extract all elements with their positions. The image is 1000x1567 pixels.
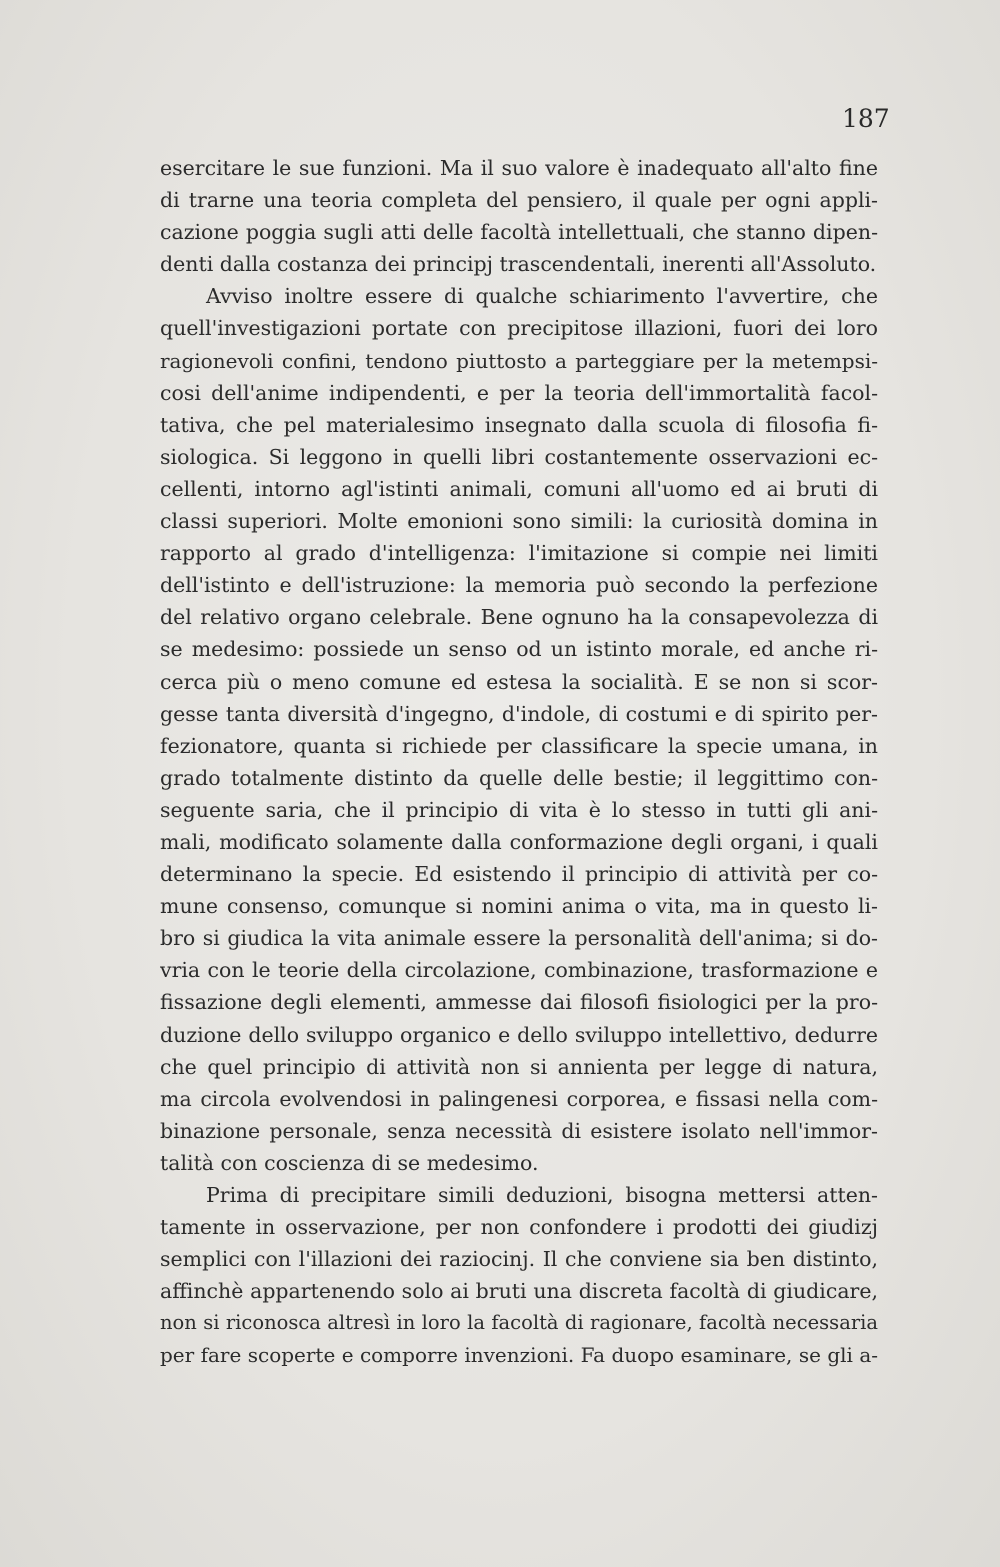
text-line: binazione personale, senza necessità di esistere isolato nell'immor- <box>160 1118 878 1143</box>
text-line: di trarne una teoria completa del pensiero, il quale per ogni appli- <box>160 188 878 213</box>
text-line: determinano la specie. Ed esistendo il principio di attività per co- <box>160 862 878 887</box>
text-line: semplici con l'illazioni dei raziocinj. Il che conviene sia ben distinto, <box>160 1247 878 1272</box>
text-line: se medesimo: possiede un senso od un istinto morale, ed anche ri- <box>160 637 878 662</box>
text-line: cazione poggia sugli atti delle facoltà intellettuali, che stanno dipen- <box>160 220 878 245</box>
text-line: talità con coscienza di se medesimo. <box>160 1150 539 1175</box>
text-line: dell'istinto e dell'istruzione: la memoria può secondo la perfezione <box>160 573 878 598</box>
text-line: cerca più o meno comune ed estesa la socialità. E se non si scor- <box>160 669 878 694</box>
text-line: siologica. Si leggono in quelli libri costantemente osservazioni ec- <box>160 444 878 469</box>
text-line: esercitare le sue funzioni. Ma il suo valore è inadequato all'alto fine <box>160 156 878 180</box>
text-line: tamente in osservazione, per non confondere i prodotti dei giudizj <box>160 1215 878 1240</box>
text-line: non si riconosca altresì in loro la facoltà di ragionare, facoltà necessaria <box>160 1311 878 1335</box>
text-line: fezionatore, quanta si richiede per classificare la specie umana, in <box>160 733 878 758</box>
page-number: 187 <box>842 104 890 133</box>
text-line: affinchè appartenendo solo ai bruti una discreta facoltà di giudicare, <box>160 1279 878 1304</box>
text-line: che quel principio di attività non si annienta per legge di natura, <box>160 1054 878 1079</box>
text-line: per fare scoperte e comporre invenzioni. Fa duopo esaminare, se gli a- <box>160 1343 878 1368</box>
text-line: Prima di precipitare simili deduzioni, bisogna mettersi atten- <box>206 1183 878 1207</box>
text-line: cellenti, intorno agl'istinti animali, comuni all'uomo ed ai bruti di <box>160 476 878 501</box>
text-line: seguente saria, che il principio di vita è lo stesso in tutti gli ani- <box>160 797 878 822</box>
text-line: quell'investigazioni portate con precipitose illazioni, fuori dei loro <box>160 316 878 341</box>
text-line: mali, modificato solamente dalla conformazione degli organi, i quali <box>160 829 878 854</box>
text-line: duzione dello sviluppo organico e dello sviluppo intellettivo, dedurre <box>160 1022 878 1047</box>
text-line: vria con le teorie della circolazione, combinazione, trasformazione e <box>160 958 878 983</box>
text-line: mune consenso, comunque si nomini anima o vita, ma in questo li- <box>160 894 878 919</box>
text-line: cosi dell'anime indipendenti, e per la teoria dell'immortalità facol- <box>160 380 878 405</box>
text-line: ragionevoli confini, tendono piuttosto a parteggiare per la metempsi- <box>160 348 878 373</box>
text-line: grado totalmente distinto da quelle delle bestie; il leggittimo con- <box>160 765 878 790</box>
text-line: rapporto al grado d'intelligenza: l'imitazione si compie nei limiti <box>160 541 878 566</box>
text-line: gesse tanta diversità d'ingegno, d'indole, di costumi e di spirito per- <box>160 701 878 726</box>
text-line: fissazione degli elementi, ammesse dai filosofi fisiologici per la pro- <box>160 990 878 1015</box>
text-line: denti dalla costanza dei principj trascendentali, inerenti all'Assoluto. <box>160 252 877 277</box>
text-line: tativa, che pel materialesimo insegnato dalla scuola di filosofia fi- <box>160 412 878 437</box>
body-text <box>160 152 878 1372</box>
text-line: bro si giudica la vita animale essere la personalità dell'anima; si do- <box>160 926 878 951</box>
text-line: Avviso inoltre essere di qualche schiarimento l'avvertire, che <box>206 284 878 309</box>
text-line: classi superiori. Molte emonioni sono simili: la curiosità domina in <box>160 509 878 534</box>
text-line: del relativo organo celebrale. Bene ognuno ha la consapevolezza di <box>160 605 878 630</box>
text-line: ma circola evolvendosi in palingenesi corporea, e fissasi nella com- <box>160 1086 878 1111</box>
